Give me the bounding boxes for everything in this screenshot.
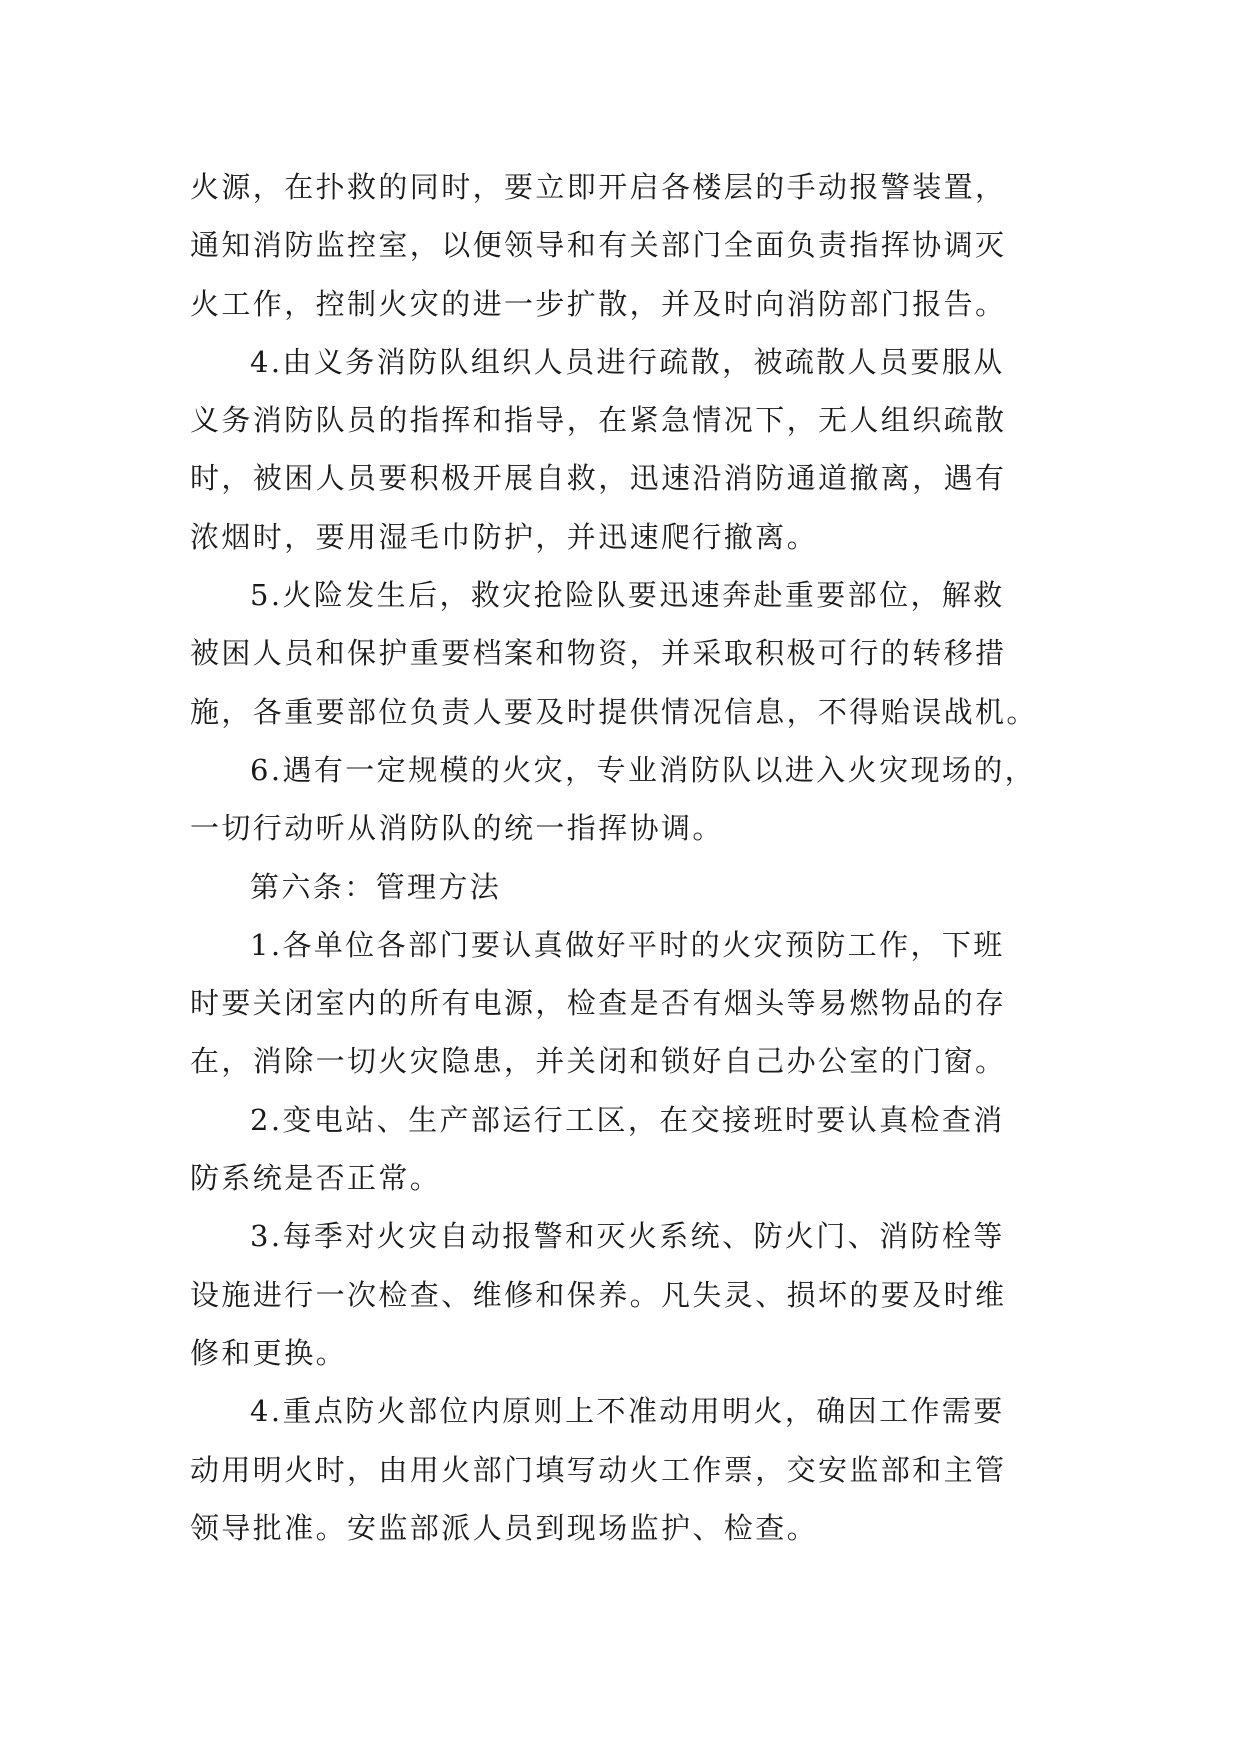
text-line: 通知消防监控室，以便领导和有关部门全面负责指挥协调灭 [190,228,1007,263]
text-line: 火工作，控制火灾的进一步扩散，并及时向消防部门报告。 [190,286,1007,321]
text-line: 时，被困人员要积极开展自救，迅速沿消防通道撤离，遇有 [190,461,1007,496]
text-line: 3.每季对火灾自动报警和灭火系统、防火门、消防栓等 [250,1219,1005,1254]
text-line: 一切行动听从消防队的统一指挥协调。 [190,811,724,846]
text-line: 修和更换。 [190,1335,348,1370]
text-line: 动用明火时，由用火部门填写动火工作票，交安监部和主管 [190,1452,1007,1487]
text-line: 1.各单位各部门要认真做好平时的火灾预防工作，下班 [250,927,1005,962]
text-line: 6.遇有一定规模的火灾，专业消防队以进入火灾现场的， [250,752,1037,787]
section-heading: 第六条：管理方法 [250,869,502,904]
document-body [190,158,1070,1557]
text-line: 2.变电站、生产部运行工区，在交接班时要认真检查消 [250,1102,1005,1137]
text-line: 5.火险发生后，救灾抢险队要迅速奔赴重要部位，解救 [250,578,1005,613]
text-line: 时要关闭室内的所有电源，检查是否有烟头等易燃物品的存 [190,986,1007,1021]
text-line: 义务消防队员的指挥和指导，在紧急情况下，无人组织疏散 [190,403,1007,438]
text-line: 火源，在扑救的同时，要立即开启各楼层的手动报警装置， [190,170,1007,204]
text-line: 领导批准。安监部派人员到现场监护、检查。 [190,1510,819,1545]
text-line: 设施进行一次检查、维修和保养。凡失灵、损坏的要及时维 [190,1277,1007,1312]
text-line: 在，消除一切火灾隐患，并关闭和锁好自己办公室的门窗。 [190,1044,1007,1079]
text-line: 被困人员和保护重要档案和物资，并采取积极可行的转移措 [190,636,1007,671]
text-line: 施，各重要部位负责人要及时提供情况信息，不得贻误战机。 [190,694,1038,729]
text-line: 4.由义务消防队组织人员进行疏散，被疏散人员要服从 [250,344,1005,379]
text-line: 浓烟时，要用湿毛巾防护，并迅速爬行撤离。 [190,519,819,554]
text-line: 4.重点防火部位内原则上不准动用明火，确因工作需要 [250,1394,1005,1429]
text-line: 防系统是否正常。 [190,1161,442,1196]
